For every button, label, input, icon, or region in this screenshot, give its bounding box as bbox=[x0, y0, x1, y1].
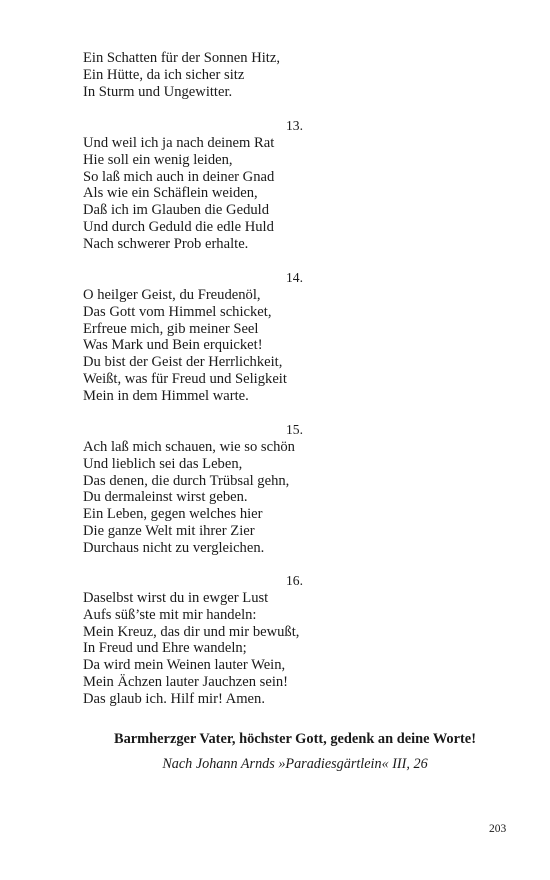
verse-line: Das denen, die durch Trübsal gehn, bbox=[83, 472, 290, 489]
stanza-number: 13. bbox=[286, 118, 303, 133]
verse-line: Was Mark und Bein erquicket! bbox=[83, 337, 263, 354]
source-attribution: Nach Johann Arnds »Paradiesgärtlein« III, 26 bbox=[162, 756, 428, 772]
closing-prayer-line: Barmherzger Vater, höchster Gott, gedenk an deine Worte! bbox=[114, 731, 476, 747]
verse-line: Als wie ein Schäflein weiden, bbox=[83, 185, 258, 202]
verse-line: Und lieblich sei das Leben, bbox=[83, 455, 243, 472]
verse-line: Und durch Geduld die edle Huld bbox=[83, 218, 274, 235]
stanza-15 bbox=[83, 439, 483, 557]
stanza-16 bbox=[83, 590, 483, 708]
verse-line: Erfreue mich, gib meiner Seel bbox=[83, 320, 259, 337]
verse-line: Da wird mein Weinen lauter Wein, bbox=[83, 657, 286, 674]
verse-line: Mein Kreuz, das dir und mir bewußt, bbox=[83, 623, 300, 640]
verse-line: O heilger Geist, du Freudenöl, bbox=[83, 287, 261, 303]
verse-line: Du bist der Geist der Herrlichkeit, bbox=[83, 354, 283, 371]
verse-line: Durchaus nicht zu vergleichen. bbox=[83, 539, 265, 556]
stanza-number: 16. bbox=[286, 573, 303, 588]
verse-line: Nach schwerer Prob erhalte. bbox=[83, 235, 249, 252]
verse-line: Hie soll ein wenig leiden, bbox=[83, 151, 233, 168]
verse-line: Das glaub ich. Hilf mir! Amen. bbox=[83, 690, 265, 707]
verse-line: Ach laß mich schauen, wie so schön bbox=[83, 439, 295, 455]
stanza-14 bbox=[83, 287, 483, 405]
stanza-13 bbox=[83, 135, 483, 253]
verse-line: Daß ich im Glauben die Geduld bbox=[83, 202, 270, 219]
verse-line: In Sturm und Ungewitter. bbox=[83, 83, 233, 100]
verse-line: Weißt, was für Freud und Seligkeit bbox=[83, 370, 287, 387]
verse-line: So laß mich auch in deiner Gnad bbox=[83, 168, 275, 185]
stanza-12 bbox=[83, 50, 483, 100]
page-number: 203 bbox=[489, 823, 507, 835]
verse-line: Die ganze Welt mit ihrer Zier bbox=[83, 522, 255, 539]
verse-line: Das Gott vom Himmel schicket, bbox=[83, 303, 272, 320]
verse-line: Aufs süß’ste mit mir handeln: bbox=[83, 606, 257, 623]
verse-line: Ein Hütte, da ich sicher sitz bbox=[83, 66, 245, 83]
verse-line: Ein Schatten für der Sonnen Hitz, bbox=[83, 50, 280, 66]
verse-line: Mein Ächzen lauter Jauchzen sein! bbox=[83, 673, 289, 690]
verse-line: Du dermaleinst wirst geben. bbox=[83, 489, 248, 506]
stanza-number: 14. bbox=[286, 270, 303, 285]
verse-line: Und weil ich ja nach deinem Rat bbox=[83, 135, 275, 151]
verse-line: Daselbst wirst du in ewger Lust bbox=[83, 590, 269, 606]
stanza-number: 15. bbox=[286, 422, 303, 437]
verse-line: Mein in dem Himmel warte. bbox=[83, 387, 249, 404]
verse-line: Ein Leben, gegen welches hier bbox=[83, 506, 263, 523]
verse-line: In Freud und Ehre wandeln; bbox=[83, 640, 247, 657]
